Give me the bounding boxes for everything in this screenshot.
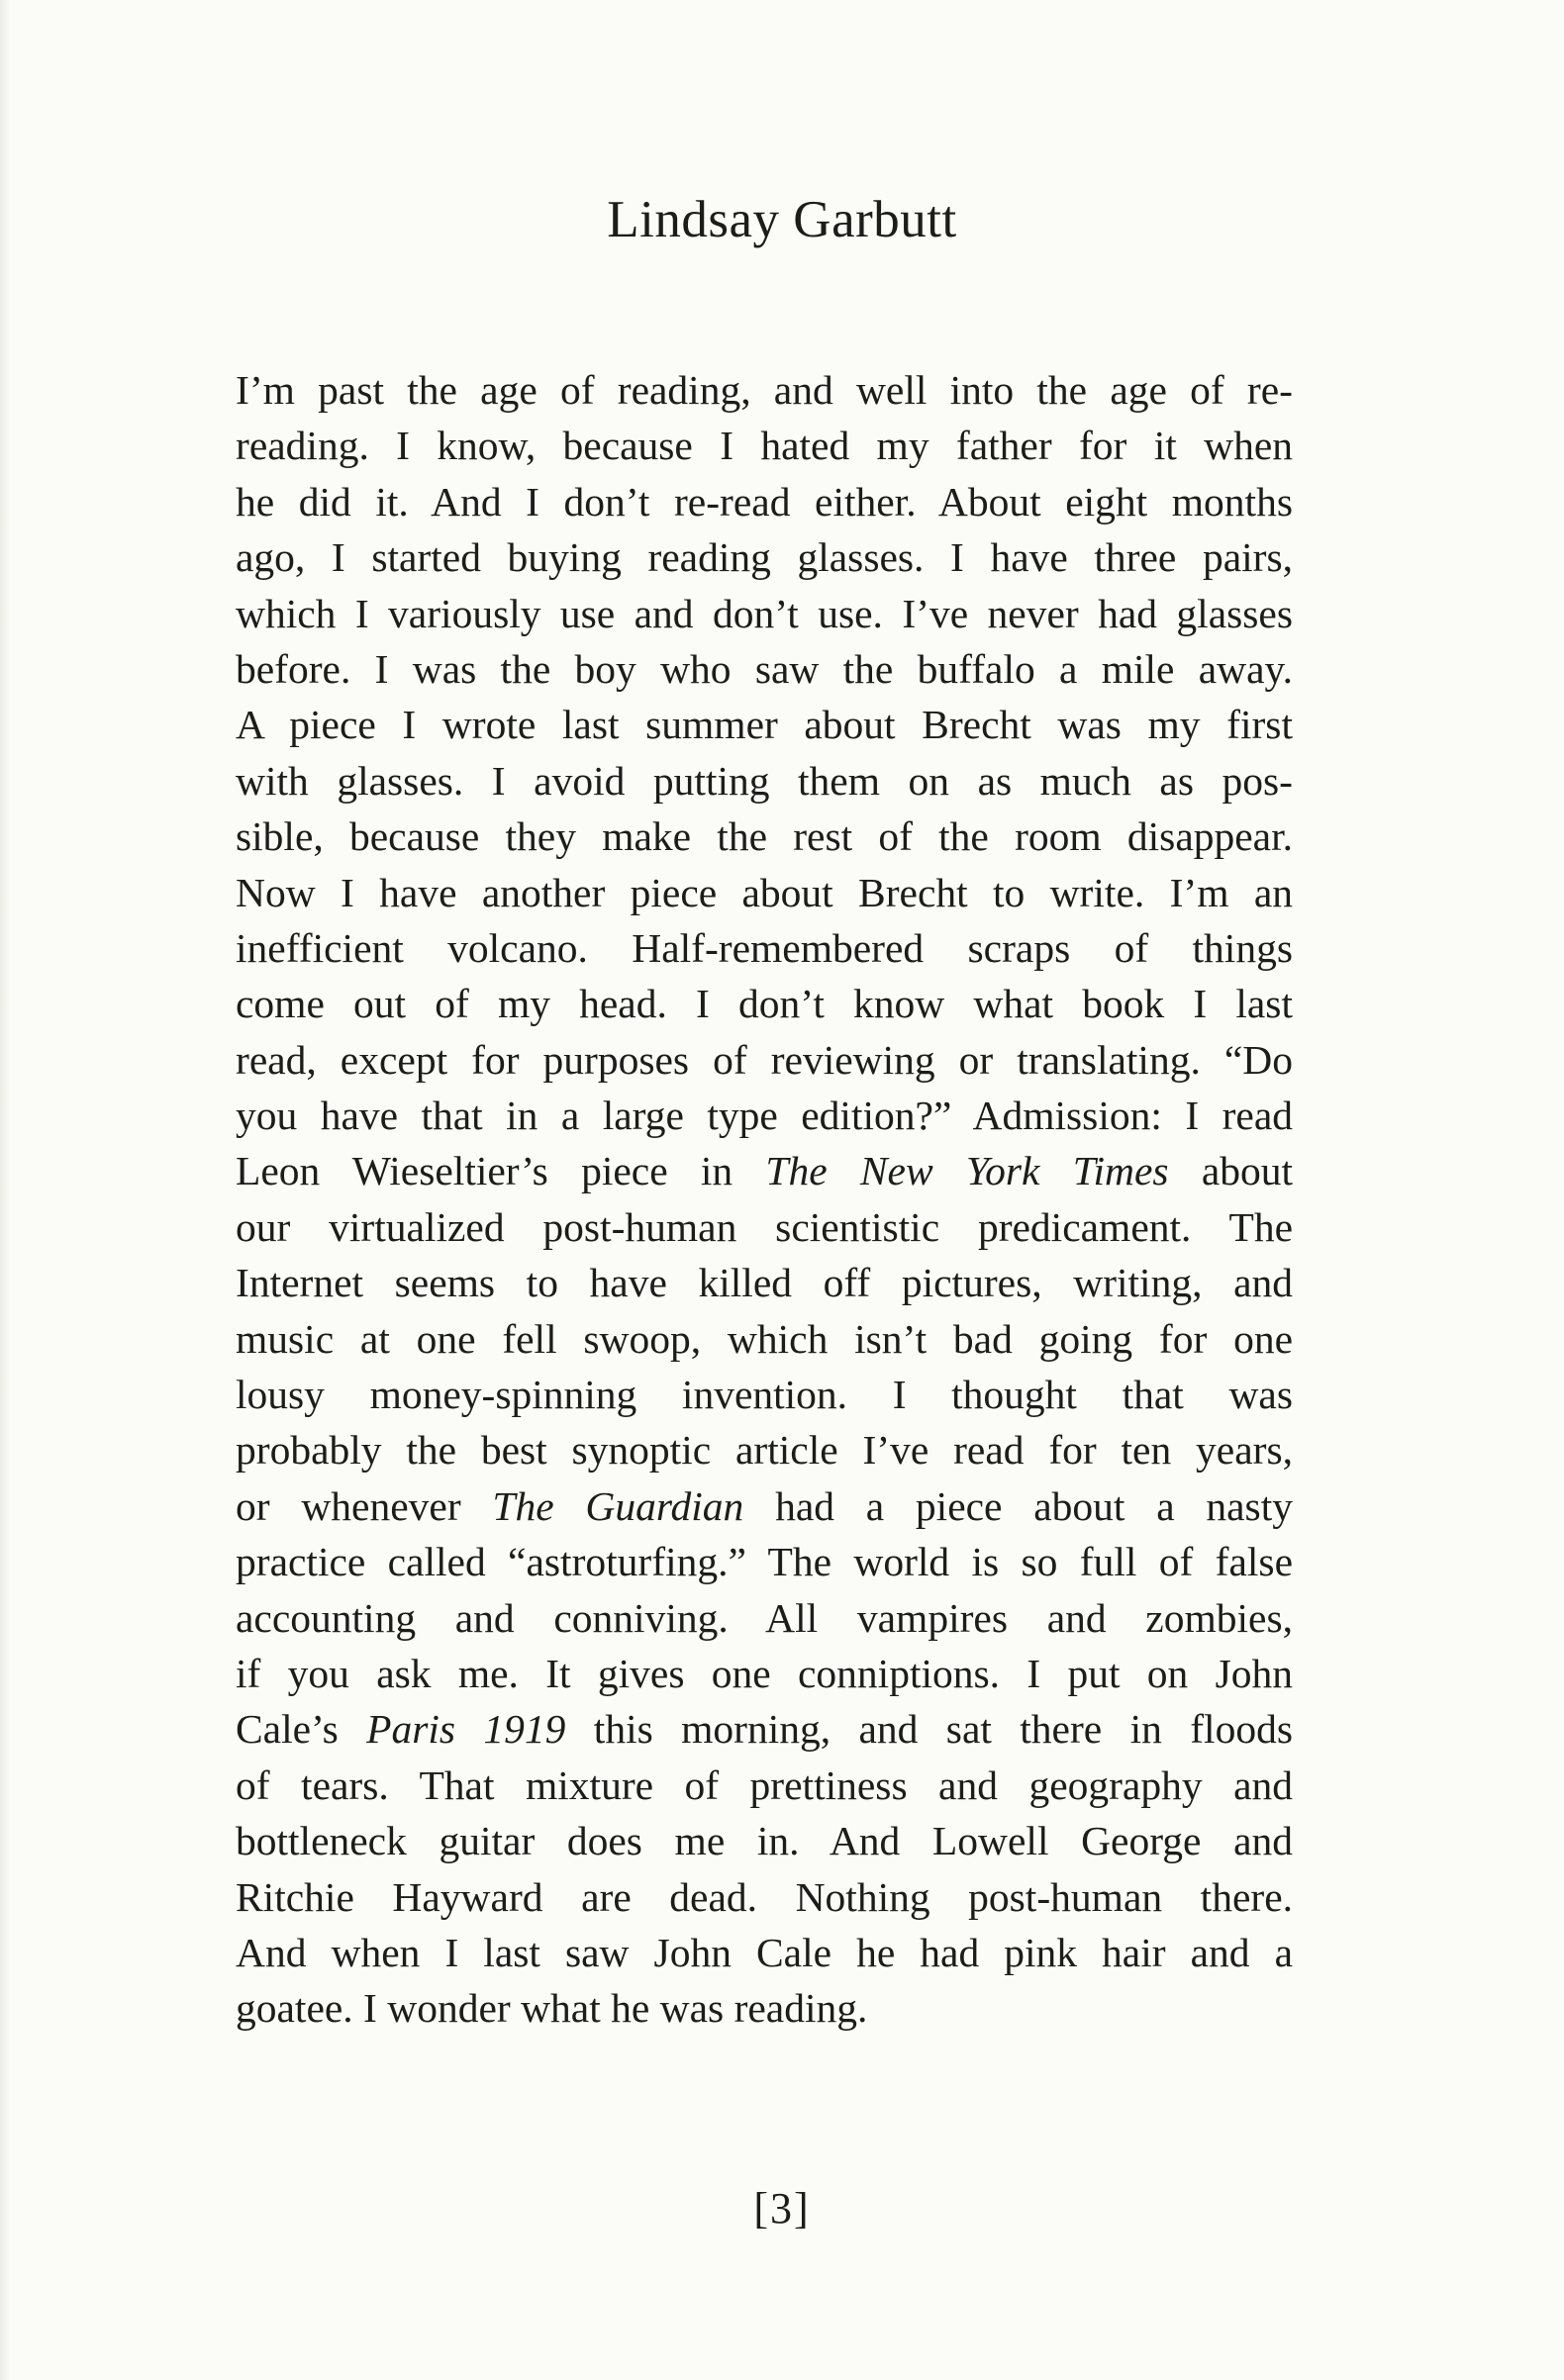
text-line — [236, 1422, 1293, 1477]
text-line — [236, 976, 1293, 1031]
author-heading: Lindsay Garbutt — [607, 191, 957, 248]
text-segment: or whenever — [236, 1482, 493, 1529]
text-line — [236, 1311, 1293, 1367]
text-line — [236, 1925, 1293, 1980]
text-line — [236, 362, 1293, 418]
text-line — [236, 865, 1293, 920]
text-line — [236, 1701, 1293, 1757]
text-segment: bottleneck guitar does me in. And Lowell George and — [236, 1818, 1293, 1864]
text-line — [236, 1255, 1293, 1310]
text-segment: Internet seems to have killed off pictures, writing, and — [236, 1260, 1293, 1306]
text-line — [236, 586, 1293, 641]
essay-paragraph — [236, 362, 1293, 2037]
text-line — [236, 753, 1293, 809]
text-line — [236, 1646, 1293, 1701]
italic-title: Paris 1919 — [366, 1706, 566, 1753]
text-line — [236, 418, 1293, 473]
italic-title: The New York Times — [765, 1148, 1169, 1194]
text-line — [236, 1869, 1293, 1925]
text-segment: sible, because they make the rest of the room disappear. — [236, 813, 1293, 860]
text-line — [236, 1478, 1293, 1534]
text-segment: ago, I started buying reading glasses. I have three pairs, — [236, 534, 1293, 581]
text-segment: before. I was the boy who saw the buffalo a mile away. — [236, 645, 1293, 692]
text-segment: if you ask me. It gives one conniptions. I put on John — [236, 1650, 1293, 1696]
text-segment: probably the best synoptic article I’ve read for ten years, — [236, 1427, 1293, 1474]
text-segment: had a piece about a nasty — [743, 1482, 1293, 1529]
text-line — [236, 1199, 1293, 1255]
text-segment: lousy money-spinning invention. I thought that was — [236, 1372, 1293, 1418]
text-segment: I’m past the age of reading, and well into the age of re- — [236, 367, 1293, 413]
text-line — [236, 697, 1293, 752]
page-number: [3] — [753, 2184, 811, 2233]
text-segment: Now I have another piece about Brecht to write. I’m an — [236, 869, 1293, 915]
text-segment: A piece I wrote last summer about Brecht was my first — [236, 702, 1293, 748]
text-line — [236, 1088, 1293, 1143]
text-segment: practice called “astroturfing.” The world is so full of false — [236, 1539, 1293, 1585]
text-segment: Cale’s — [236, 1706, 367, 1753]
text-line — [236, 1590, 1293, 1646]
text-line — [236, 529, 1293, 585]
text-segment: And when I last saw John Cale he had pink hair and a — [236, 1929, 1293, 1975]
italic-title: The Guardian — [492, 1482, 744, 1529]
text-segment: with glasses. I avoid putting them on as much as pos- — [236, 757, 1293, 804]
text-segment: reading. I know, because I hated my father for it when — [236, 423, 1293, 469]
text-line — [236, 1813, 1293, 1868]
text-segment: goatee. I wonder what he was reading. — [236, 1985, 868, 2032]
text-line — [236, 474, 1293, 529]
text-segment: inefficient volcano. Half-remembered scraps of things — [236, 924, 1293, 971]
text-line — [236, 1367, 1293, 1422]
text-segment: he did it. And I don’t re-read either. About eight months — [236, 478, 1293, 524]
text-line — [236, 809, 1293, 864]
text-segment: of tears. That mixture of prettiness and geography and — [236, 1761, 1293, 1808]
text-segment: music at one fell swoop, which isn’t bad going for one — [236, 1315, 1293, 1362]
text-segment: Leon Wieseltier’s piece in — [236, 1148, 766, 1194]
text-line — [236, 1758, 1293, 1813]
text-segment: our virtualized post-human scientistic predicament. The — [236, 1203, 1293, 1250]
text-segment: you have that in a large type edition?” Admission: I read — [236, 1093, 1293, 1139]
text-segment: read, except for purposes of reviewing or translating. “Do — [236, 1036, 1293, 1083]
text-segment: Ritchie Hayward are dead. Nothing post-human there. — [236, 1873, 1293, 1920]
text-line — [236, 1032, 1293, 1088]
text-segment: this morning, and sat there in floods — [565, 1706, 1293, 1753]
text-line — [236, 920, 1293, 976]
text-line — [236, 641, 1293, 697]
text-segment: about — [1168, 1148, 1293, 1194]
text-line — [236, 1980, 1293, 2036]
page-edge-shadow — [0, 0, 10, 2380]
text-segment: come out of my head. I don’t know what book I last — [236, 981, 1293, 1027]
text-segment: accounting and conniving. All vampires and zombies, — [236, 1594, 1293, 1641]
text-line — [236, 1534, 1293, 1589]
text-segment: which I variously use and don’t use. I’ve never had glasses — [236, 590, 1293, 636]
text-line — [236, 1143, 1293, 1198]
